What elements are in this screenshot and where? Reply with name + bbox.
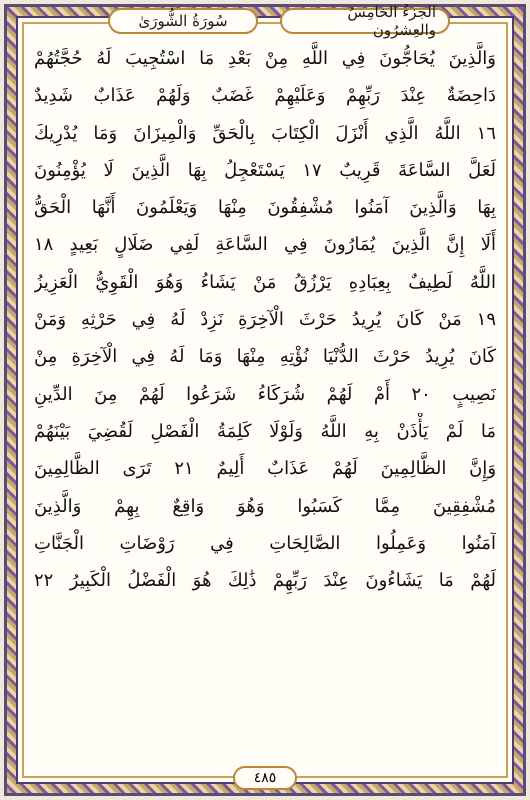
- text-line: اللَّهُ لَطِيفٌ بِعِبَادِهِ يَرْزُقُ مَنْ يَشَاءُ وَهُوَ الْقَوِيُّ الْعَزِيزُ: [34, 271, 496, 293]
- text-line: وَإِنَّ الظَّالِمِينَ لَهُمْ عَذَابٌ أَلِيمٌ ٢١ تَرَى الظَّالِمِينَ: [34, 458, 496, 480]
- text-line: آمَنُوا وَعَمِلُوا الصَّالِحَاتِ فِي رَوْضَاتِ الْجَنَّاتِ: [34, 532, 496, 554]
- juz-title: الجزءُ الخامِسُ والعِشرُون: [280, 8, 450, 34]
- text-line: مَا لَمْ يَأْذَنْ بِهِ اللَّهُ وَلَوْلَا كَلِمَةُ الْفَصْلِ لَقُضِيَ بَيْنَهُمْ: [34, 420, 496, 442]
- text-line: لَهُمْ مَا يَشَاءُونَ عِنْدَ رَبِّهِمْ ذَٰلِكَ هُوَ الْفَضْلُ الْكَبِيرُ ٢٢: [34, 570, 496, 592]
- text-line: نَصِيبٍ ٢٠ أَمْ لَهُمْ شُرَكَاءُ شَرَعُوا لَهُمْ مِنَ الدِّينِ: [34, 383, 496, 405]
- surah-title: سُورَةُ الشُّورَىٰ: [108, 8, 258, 34]
- text-line: ١٦ اللَّهُ الَّذِي أَنْزَلَ الْكِتَابَ بِالْحَقِّ وَالْمِيزَانَ وَمَا يُدْرِيكَ: [34, 122, 496, 144]
- text-line: ١٩ مَنْ كَانَ يُرِيدُ حَرْثَ الْآخِرَةِ نَزِدْ لَهُ فِي حَرْثِهِ وَمَنْ: [34, 309, 496, 331]
- text-line: أَلَا إِنَّ الَّذِينَ يُمَارُونَ فِي السَّاعَةِ لَفِي ضَلَالٍ بَعِيدٍ ١٨: [34, 234, 496, 256]
- page-header: [28, 3, 502, 39]
- text-line: دَاحِضَةٌ عِنْدَ رَبِّهِمْ وَعَلَيْهِمْ غَضَبٌ وَلَهُمْ عَذَابٌ شَدِيدٌ: [34, 85, 496, 107]
- text-line: كَانَ يُرِيدُ حَرْثَ الدُّنْيَا نُؤْتِهِ مِنْهَا وَمَا لَهُ فِي الْآخِرَةِ مِنْ: [34, 346, 496, 368]
- text-line: وَالَّذِينَ يُحَاجُّونَ فِي اللَّهِ مِنْ بَعْدِ مَا اسْتُجِيبَ لَهُ حُجَّتُهُمْ: [34, 48, 496, 69]
- text-line: مُشْفِقِينَ مِمَّا كَسَبُوا وَهُوَ وَاقِعٌ بِهِمْ وَالَّذِينَ: [34, 495, 496, 517]
- verse-text: [34, 40, 496, 752]
- page-number: ٤٨٥: [233, 766, 297, 790]
- text-line: بِهَا وَالَّذِينَ آمَنُوا مُشْفِقُونَ مِنْهَا وَيَعْلَمُونَ أَنَّهَا الْحَقُّ: [34, 197, 496, 219]
- text-line: لَعَلَّ السَّاعَةَ قَرِيبٌ ١٧ يَسْتَعْجِلُ بِهَا الَّذِينَ لَا يُؤْمِنُونَ: [34, 159, 496, 181]
